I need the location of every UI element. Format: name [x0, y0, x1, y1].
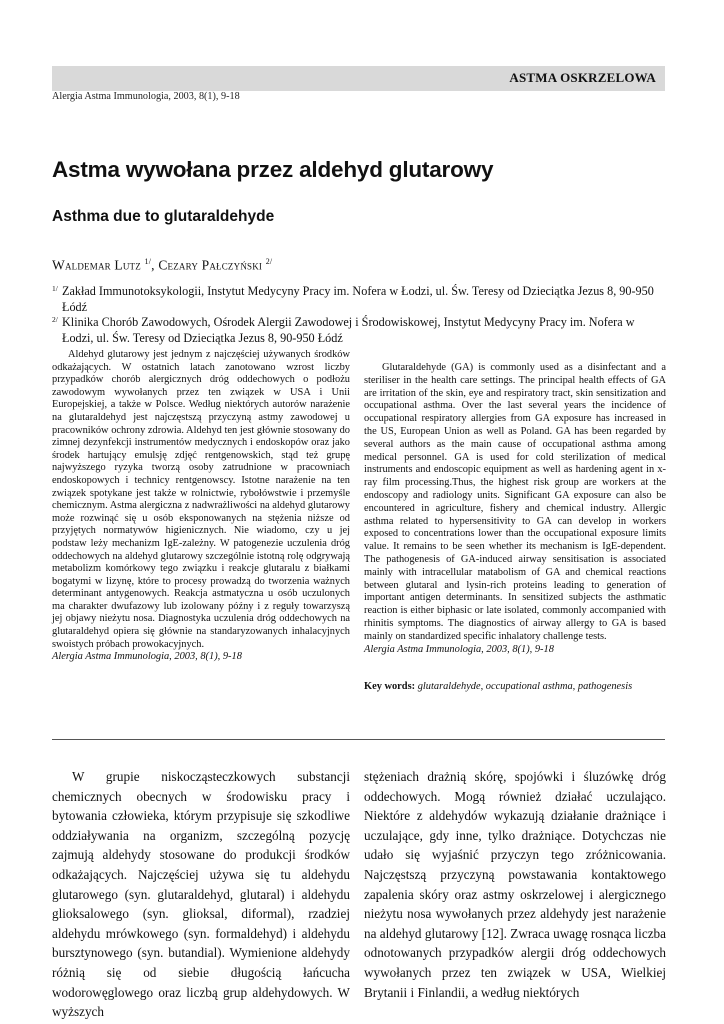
- affiliation-text: Klinika Chorób Zawodowych, Ośrodek Alergii Zawodowej i Środowiskowej, Instytut Medycyny Pracy im. Nofera w Łodzi, ul. Św. Teresy od Dzieciątka Jezus 8, 90-950 Łódź: [62, 315, 635, 345]
- journal-citation: Alergia Astma Immunologia, 2003, 8(1), 9-18: [52, 91, 240, 102]
- abstract-english: [364, 362, 666, 656]
- affiliation-list: [52, 284, 666, 346]
- section-banner: [52, 66, 665, 91]
- abstract-english-reference: Alergia Astma Immunologia, 2003, 8(1), 9-18: [364, 643, 554, 655]
- affiliation-item: [52, 315, 666, 346]
- body-column-left: W grupie niskocząsteczkowych substancji chemicznych obecnych w środowisku pracy i bytowania człowieka, którym przypisuje się szkodliwe oddziaływania na organizm, szczególną pozycję zajmują aldehydy stosowane do produkcji środków odkażających. Najczęściej używa się tu aldehydu glutarowego (syn. glutaraldehyd, glutaral) i aldehydu glioksalowego (syn. glioksal, diformal), rzadziej aldehydu mrówkowego (syn. formaldehyd) i aldehydu bursztynowego (syn. butandial). Wymienione aldehydy różnią się od siebie długością łańcucha wodorowęglowego oraz liczbą grup aldehydowych. W wyższych: [52, 769, 350, 1020]
- author-list: [52, 257, 272, 274]
- affiliation-item: [52, 284, 666, 315]
- page-title: Astma wywołana przez aldehyd glutarowy: [52, 157, 494, 182]
- keywords-value: glutaraldehyde, occupational asthma, pathogenesis: [417, 681, 633, 692]
- abstract-polish-text: Aldehyd glutarowy jest jednym z najczęściej używanych środków odkażających. W ostatnich latach zanotowano wzrost liczby przypadków chorób alergicznych dróg oddechowych o podłożu zawodowym wywołanych przez ten związek w USA i Unii Europejskiej, a także w Polsce. Według niektórych autorów narażenie na glutaraldehyd jest najczęstszą przyczyną astmy zawodowej u pracowników ochrony zdrowia. Aldehyd ten jest głównie stosowany do zimnej dezynfekcji instrumentów medycznych i endoskopów oraz jako środek hartujący emulsję zdjęć rentgenowskich, stąd też grupę najwyższego ryzyka tworzą osoby zatrudnione w pracowniach endoskopowych i technicy rentgenowscy. Istotne narażenie na ten związek spotykane jest także w rolnictwie, rybołówstwie i przemyśle chemicznym. Astma alergiczna z nadwrażliwości na aldehyd glutarowy może rozwinąć się u osób eksponowanych na stężenia niższe od przyjętych normatywów higienicznych. Nie wiadomo, czy u jej podstaw leży mechanizm IgE-zależny. W patogenezie uczulenia dróg oddechowych na aldehyd glutarowy szczególnie istotną rolę odgrywają metabolizm komórkowy tego związku i reakcje glutaralu z białkami bogatymi w lizynę, które to procesy prowadzą do tworzenia ważnych determinant antygenowych. Reakcja astmatyczna u osób uczulonych ma charakter dwufazowy lub izolowany późny i z reguły towarzyszą jej objawy nieżytu nosa. Diagnostyka uczulenia dróg oddechowych na glutaraldehyd opiera się głównie na standaryzowanych inhalacyjnych swoistych próbach prowokacyjnych.: [52, 349, 350, 650]
- section-label: ASTMA OSKRZELOWA: [509, 70, 656, 85]
- page-subtitle: Asthma due to glutaraldehyde: [52, 208, 275, 225]
- body-column-right: stężeniach drażnią skórę, spojówki i śluzówkę dróg oddechowych. Mogą również działać uczulająco. Niektóre z aldehydów wykazują działanie drażniące i uczulające, gdy inne, tylko drażniące. Dotychczas nie udało się wyjaśnić przyczyn tego zróżnicowania. Najczęstszą przyczyną powstawania kontaktowego zapalenia skóry oraz astmy oskrzelowej i alergicznego nieżytu nosa wywołanych przez aldehydy jest narażenie na aldehyd glutarowy [12]. Zwraca uwagę rosnąca liczba odnotowanych przypadków alergii dróg oddechowych wywołanych przez ten związek w USA, Wielkiej Brytanii i Finlandii, a według niektórych: [364, 769, 666, 1000]
- section-divider: [52, 739, 665, 740]
- affiliation-text: Zakład Immunotoksykologii, Instytut Medycyny Pracy im. Nofera w Łodzi, ul. Św. Teresy od Dzieciątka Jezus 8, 90-950 Łódź: [62, 284, 654, 314]
- keywords-label: Key words:: [364, 681, 416, 692]
- abstract-polish: [52, 349, 350, 664]
- author-name: Waldemar Lutz: [52, 257, 141, 273]
- abstract-english-text: Glutaraldehyde (GA) is commonly used as a disinfectant and a steriliser in the health care settings. The principal health effects of GA are irritation of the skin, eye and respiratory tract, skin sensitization and occupational asthma. Over the last several years the incidence of occupational respiratory allergies from GA exposure has increased in the US, European Union as well as Poland. GA has been regarded by several authors as the main cause of occupational asthma among medical personnel. GA is used for cold sterilization of medical instruments and endoscopic equipment as well as hardening agent in x-ray film processing.Thus, the highest risk group are workers at the endoscopy and radiology units. Significant GA exposure can also be encountered in agriculture, fishery and chemical industry. Allergic asthma related to hypersensitivity to GA can develop in workers exposed to concentrations lower than the occupational exposure limits value. It remains to be seen whether its mechanism is IgE-dependent. The pathogenesis of GA-induced airway sensitisation is associated mainly with intracellular matabolism of GA and chemical reactions between glutaral and lysin-rich proteins leading to generation of important antigen determinants. In sensitized subjects the asthmatic reaction is either biphasic or late isolated, commonly accompanied with rhinitis symptoms. The diagnostics of airway allergy to GA is based mainly on standardized specific inhalatory challenge tests.: [364, 362, 666, 642]
- affiliation-mark: 2/: [265, 257, 273, 266]
- affiliation-mark: 1/: [144, 257, 152, 266]
- abstract-polish-reference: Alergia Astma Immunologia, 2003, 8(1), 9-18: [52, 651, 242, 663]
- author-name: Cezary Pałczyński: [158, 257, 263, 273]
- author-separator: ,: [151, 257, 159, 273]
- affiliation-mark: 2/: [52, 315, 58, 325]
- keywords: [364, 681, 632, 692]
- affiliation-mark: 1/: [52, 284, 58, 293]
